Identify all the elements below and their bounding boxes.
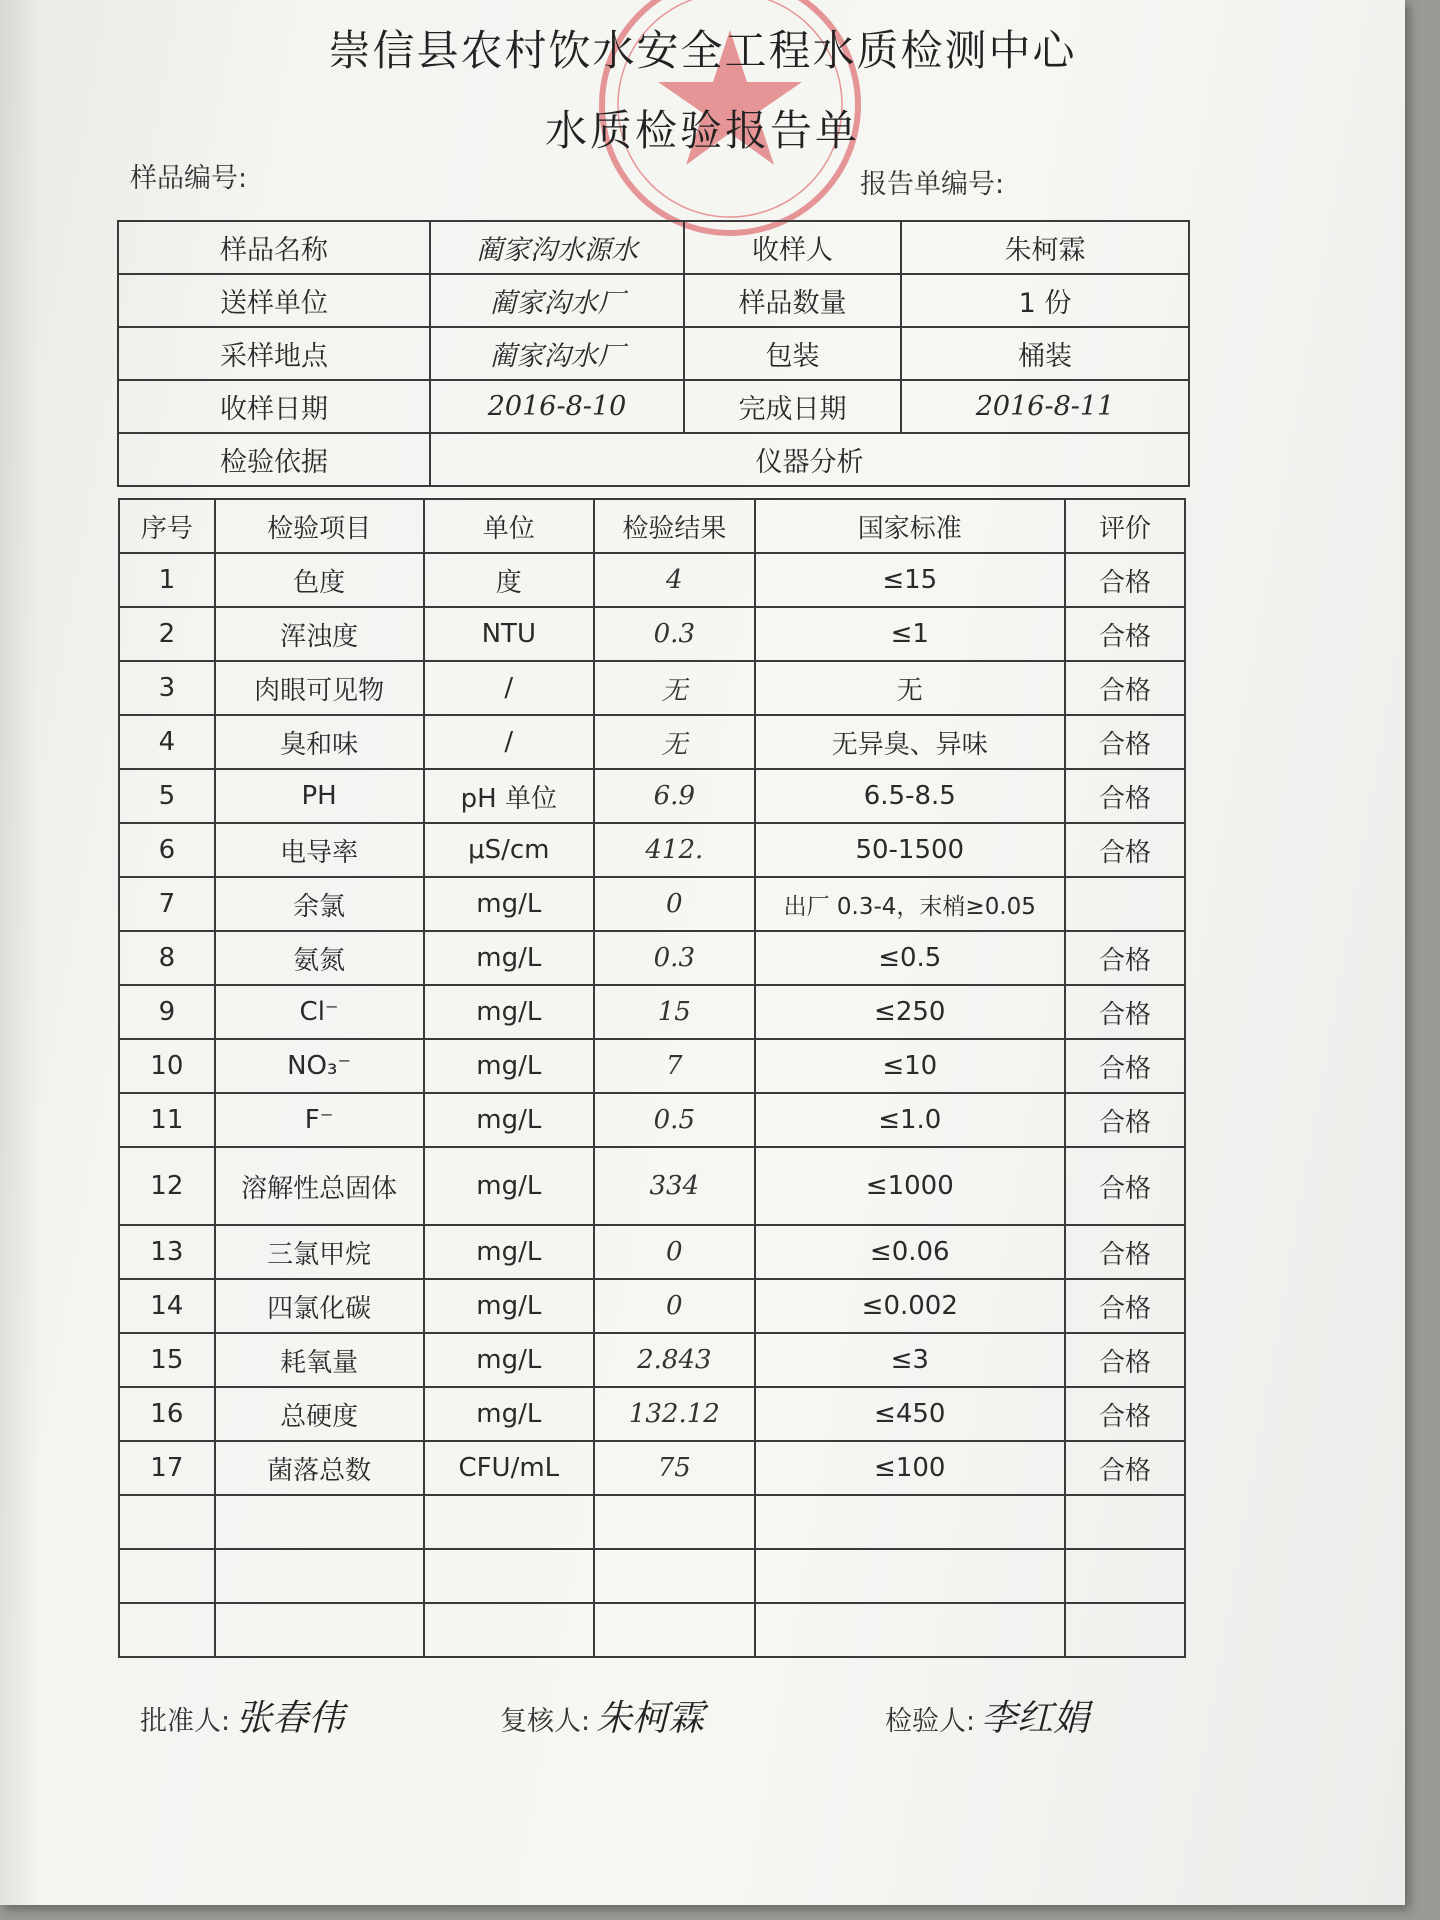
cell-item: 臭和味 [215,715,424,769]
table-row [119,985,1185,1039]
cell-result: 0.3 [594,607,755,661]
receive-date-value: 2016-8-10 [430,380,684,433]
empty-cell [424,1549,595,1603]
cell-item: F⁻ [215,1093,424,1147]
cell-seq: 7 [119,877,215,931]
table-row [119,1279,1185,1333]
cell-standard: ≤3 [755,1333,1065,1387]
cell-standard: 无异臭、异味 [755,715,1065,769]
cell-result: 7 [594,1039,755,1093]
cell-seq: 14 [119,1279,215,1333]
cell-seq: 15 [119,1333,215,1387]
cell-item: 总硬度 [215,1387,424,1441]
location-label: 采样地点 [118,327,430,380]
cell-standard: ≤10 [755,1039,1065,1093]
cell-unit: mg/L [424,1279,595,1333]
cell-evaluation: 合格 [1065,607,1185,661]
test-items-table [118,498,1186,1658]
cell-evaluation: 合格 [1065,715,1185,769]
cell-result: 0 [594,1225,755,1279]
cell-result: 6.9 [594,769,755,823]
empty-cell [119,1549,215,1603]
cell-seq: 12 [119,1147,215,1225]
cell-standard: 出厂 0.3-4，末梢≥0.05 [755,877,1065,931]
inspector [885,1690,1089,1741]
table-row [119,607,1185,661]
location-value: 蔺家沟水厂 [430,327,684,380]
empty-cell [1065,1495,1185,1549]
cell-unit: mg/L [424,1039,595,1093]
inspector-signature: 李红娟 [981,1698,1090,1739]
cell-item: 电导率 [215,823,424,877]
cell-seq: 17 [119,1441,215,1495]
cell-seq: 13 [119,1225,215,1279]
cell-standard: ≤0.002 [755,1279,1065,1333]
empty-cell [755,1549,1065,1603]
col-evaluation: 评价 [1065,499,1185,553]
cell-result: 4 [594,553,755,607]
cell-evaluation: 合格 [1065,1225,1185,1279]
table-row [119,1333,1185,1387]
table-row [119,715,1185,769]
receiver-label: 收样人 [684,221,901,274]
empty-row [119,1495,1185,1549]
empty-cell [119,1603,215,1657]
table-row [119,1093,1185,1147]
cell-result: 0 [594,877,755,931]
cell-evaluation: 合格 [1065,931,1185,985]
receive-date-label: 收样日期 [118,380,430,433]
cell-seq: 10 [119,1039,215,1093]
cell-unit: / [424,715,595,769]
cell-item: 耗氧量 [215,1333,424,1387]
package-label: 包装 [684,327,901,380]
cell-item: Cl⁻ [215,985,424,1039]
cell-evaluation: 合格 [1065,769,1185,823]
col-result: 检验结果 [594,499,755,553]
page-shadow [0,0,40,1905]
basis-value: 仪器分析 [430,433,1189,486]
cell-unit: mg/L [424,931,595,985]
cell-item: 浑浊度 [215,607,424,661]
cell-evaluation: 合格 [1065,661,1185,715]
report-no-label: 报告单编号: [860,169,1005,200]
cell-standard: ≤0.06 [755,1225,1065,1279]
empty-cell [215,1495,424,1549]
table-row [119,769,1185,823]
reviewer-label: 复核人: [500,1706,591,1737]
cell-item: NO₃⁻ [215,1039,424,1093]
cell-evaluation: 合格 [1065,1093,1185,1147]
table-row [119,877,1185,931]
empty-row [119,1603,1185,1657]
reviewer-signature: 朱柯霖 [596,1698,705,1739]
empty-cell [215,1549,424,1603]
cell-item: 肉眼可见物 [215,661,424,715]
cell-result: 15 [594,985,755,1039]
cell-seq: 6 [119,823,215,877]
table-row [119,1039,1185,1093]
col-seq: 序号 [119,499,215,553]
cell-seq: 2 [119,607,215,661]
cell-result: 无 [594,715,755,769]
cell-result: 132.12 [594,1387,755,1441]
cell-standard: ≤250 [755,985,1065,1039]
cell-item: 溶解性总固体 [215,1147,424,1225]
cell-seq: 16 [119,1387,215,1441]
cell-evaluation: 合格 [1065,1039,1185,1093]
cell-standard: ≤1.0 [755,1093,1065,1147]
table-row [119,661,1185,715]
finish-date-label: 完成日期 [684,380,901,433]
package-value: 桶装 [901,327,1189,380]
table-row [119,1225,1185,1279]
approver-signature: 张春伟 [236,1698,345,1739]
finish-date-value: 2016-8-11 [901,380,1189,433]
cell-unit: μS/cm [424,823,595,877]
basis-label: 检验依据 [118,433,430,486]
table-row [119,823,1185,877]
empty-cell [594,1603,755,1657]
cell-standard: 无 [755,661,1065,715]
cell-unit: mg/L [424,1387,595,1441]
cell-standard: ≤0.5 [755,931,1065,985]
cell-result: 2.843 [594,1333,755,1387]
empty-cell [594,1495,755,1549]
col-unit: 单位 [424,499,595,553]
cell-unit: / [424,661,595,715]
approver [140,1690,344,1741]
table-row [119,1441,1185,1495]
empty-cell [424,1603,595,1657]
cell-unit: mg/L [424,877,595,931]
cell-unit: NTU [424,607,595,661]
sender-label: 送样单位 [118,274,430,327]
cell-result: 0.3 [594,931,755,985]
inspector-label: 检验人: [885,1706,976,1737]
sample-no-label: 样品编号: [130,163,248,194]
table-row [119,1147,1185,1225]
cell-item: 色度 [215,553,424,607]
cell-evaluation [1065,877,1185,931]
cell-unit: mg/L [424,1147,595,1225]
cell-seq: 4 [119,715,215,769]
cell-result: 0.5 [594,1093,755,1147]
reviewer [500,1690,704,1741]
cell-item: PH [215,769,424,823]
cell-seq: 1 [119,553,215,607]
cell-seq: 11 [119,1093,215,1147]
table-row [119,1387,1185,1441]
empty-row [119,1549,1185,1603]
cell-unit: mg/L [424,1333,595,1387]
cell-result: 无 [594,661,755,715]
cell-unit: pH 单位 [424,769,595,823]
empty-cell [1065,1549,1185,1603]
cell-evaluation: 合格 [1065,985,1185,1039]
sample-name-value: 蔺家沟水源水 [430,221,684,274]
org-title: 崇信县农村饮水安全工程水质检测中心 [328,26,1077,75]
cell-seq: 3 [119,661,215,715]
cell-item: 菌落总数 [215,1441,424,1495]
cell-result: 334 [594,1147,755,1225]
cell-unit: mg/L [424,985,595,1039]
cell-standard: ≤1000 [755,1147,1065,1225]
cell-unit: CFU/mL [424,1441,595,1495]
empty-cell [1065,1603,1185,1657]
cell-item: 三氯甲烷 [215,1225,424,1279]
cell-unit: 度 [424,553,595,607]
empty-cell [119,1495,215,1549]
doc-title: 水质检验报告单 [544,106,860,155]
cell-standard: 6.5-8.5 [755,769,1065,823]
empty-cell [594,1549,755,1603]
cell-evaluation: 合格 [1065,1333,1185,1387]
cell-standard: ≤450 [755,1387,1065,1441]
empty-cell [755,1495,1065,1549]
cell-evaluation: 合格 [1065,1279,1185,1333]
cell-evaluation: 合格 [1065,1441,1185,1495]
cell-unit: mg/L [424,1225,595,1279]
cell-evaluation: 合格 [1065,823,1185,877]
table-row [119,931,1185,985]
cell-standard: ≤100 [755,1441,1065,1495]
col-standard: 国家标准 [755,499,1065,553]
approver-label: 批准人: [140,1706,231,1737]
cell-standard: ≤1 [755,607,1065,661]
receiver-value: 朱柯霖 [901,221,1189,274]
cell-seq: 5 [119,769,215,823]
empty-cell [215,1603,424,1657]
cell-result: 0 [594,1279,755,1333]
cell-seq: 9 [119,985,215,1039]
cell-item: 氨氮 [215,931,424,985]
cell-standard: ≤15 [755,553,1065,607]
table-row [119,553,1185,607]
cell-item: 四氯化碳 [215,1279,424,1333]
cell-standard: 50-1500 [755,823,1065,877]
cell-evaluation: 合格 [1065,553,1185,607]
cell-result: 412. [594,823,755,877]
sender-value: 蔺家沟水厂 [430,274,684,327]
empty-cell [424,1495,595,1549]
cell-unit: mg/L [424,1093,595,1147]
sample-info-table [117,220,1190,487]
cell-evaluation: 合格 [1065,1387,1185,1441]
cell-result: 75 [594,1441,755,1495]
empty-cell [755,1603,1065,1657]
quantity-label: 样品数量 [684,274,901,327]
sample-name-label: 样品名称 [118,221,430,274]
col-item: 检验项目 [215,499,424,553]
cell-seq: 8 [119,931,215,985]
cell-evaluation: 合格 [1065,1147,1185,1225]
cell-item: 余氯 [215,877,424,931]
quantity-value: 1 份 [901,274,1189,327]
